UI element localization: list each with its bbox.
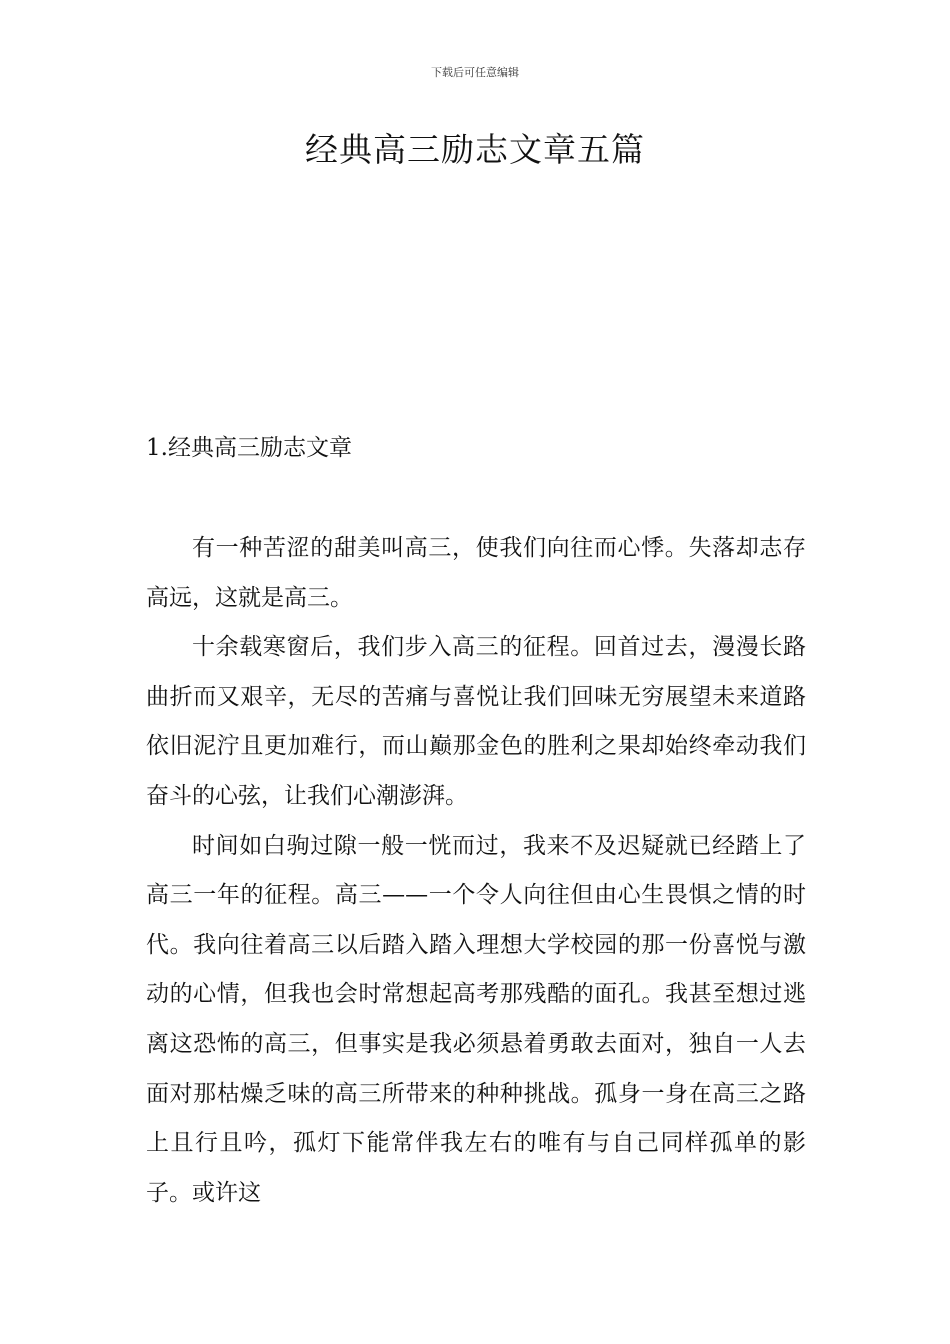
- article-body: [146, 524, 806, 1218]
- paragraph-3: 时间如白驹过隙一般一恍而过，我来不及迟疑就已经踏上了高三一年的征程。高三——一个令人向往但由心生畏惧之情的时代。我向往着高三以后踏入踏入理想大学校园的那一份喜悦与激动的心情，但我也会时常想起高考那残酷的面孔。我甚至想过逃离这恐怖的高三，但事实是我必须悬着勇敢去面对，独自一人去面对那枯燥乏味的高三所带来的种种挑战。孤身一身在高三之路上且行且吟，孤灯下能常伴我左右的唯有与自己同样孤单的影子。或许这: [146, 832, 806, 1206]
- header-note: 下载后可任意编辑: [431, 66, 519, 79]
- section-heading: 1.经典高三励志文章: [146, 435, 352, 461]
- paragraph-2: 十余载寒窗后，我们步入高三的征程。回首过去，漫漫长路曲折而又艰辛，无尽的苦痛与喜悦让我们回味无穷展望未来道路依旧泥泞且更加难行，而山巅那金色的胜利之果却始终牵动我们奋斗的心弦，让我们心潮澎湃。: [146, 634, 806, 809]
- document-title: 经典高三励志文章五篇: [305, 130, 645, 169]
- paragraph-1: 有一种苦涩的甜美叫高三，使我们向往而心悸。失落却志存高远，这就是高三。: [146, 535, 806, 611]
